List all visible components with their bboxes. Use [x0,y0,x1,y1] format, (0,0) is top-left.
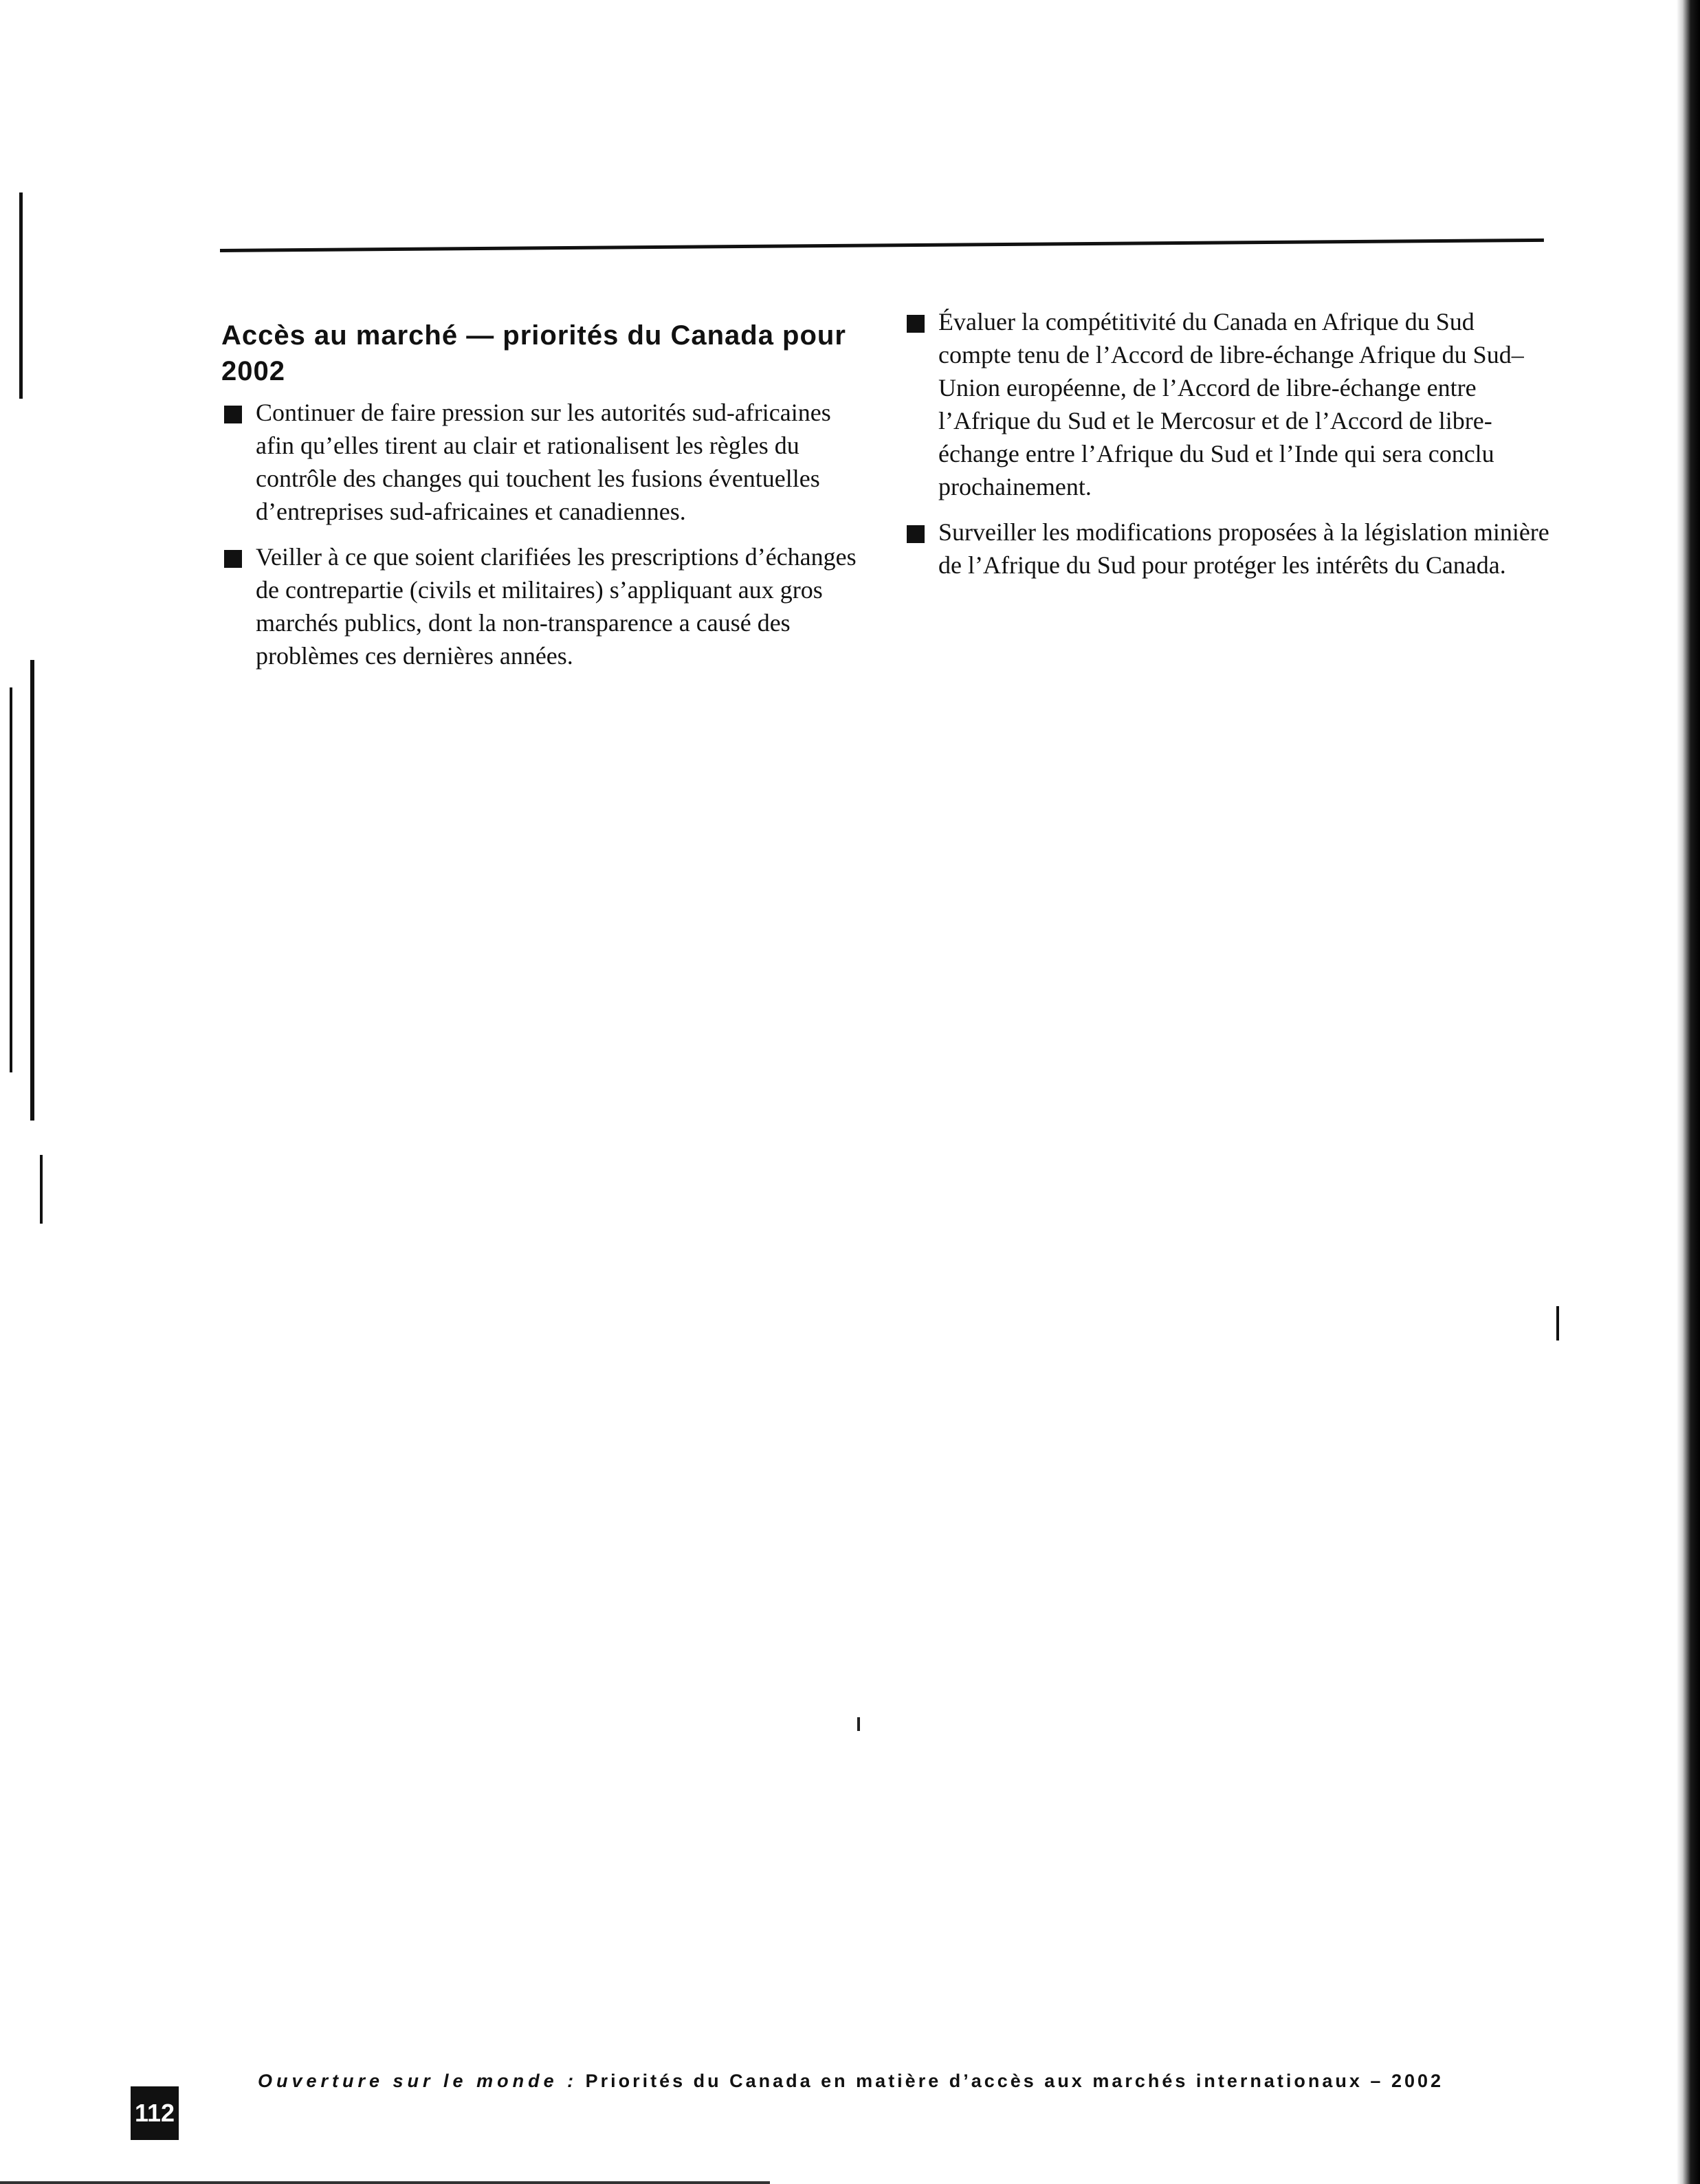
list-item-text: Continuer de faire pression sur les autorités sud-africaines afin qu’elles tirent au clair et rationalisent les règles du contrôle des changes qui touchent les fusions éventuelles d’entreprises sud-africaines et canadiennes. [256,399,831,525]
left-column [221,318,868,685]
margin-mark [1556,1306,1559,1341]
square-bullet-icon [907,525,925,543]
margin-mark [19,192,23,399]
page-number: 112 [131,2086,179,2140]
scan-edge-bottom [0,2181,770,2184]
list-item [221,396,868,528]
left-bullet-list [221,396,868,672]
section-heading: Accès au marché — priorités du Canada pour 2002 [221,320,846,386]
margin-mark [40,1155,43,1224]
list-item [904,516,1550,582]
running-footer [258,2071,1444,2092]
square-bullet-icon [224,406,242,423]
list-item-text: Évaluer la compétitivité du Canada en Afrique du Sud compte tenu de l’Accord de libre-échange Afrique du Sud–Union européenne, de l’Accord de libre-échange entre l’Afrique du Sud et le Mercosur et de l’Accord de libre-échange entre l’Afrique du Sud et l’Inde qui sera conclu prochainement. [938,308,1524,500]
scan-edge-right [1677,0,1700,2184]
footer-title-italic: Ouverture sur le monde : [258,2071,578,2091]
top-rule [220,239,1544,252]
list-item [221,540,868,672]
margin-mark [30,660,34,1121]
right-bullet-list [904,305,1550,582]
list-item [904,305,1550,503]
list-item-text: Surveiller les modifications proposées à la législation minière de l’Afrique du Sud pour protéger les intérêts du Canada. [938,518,1549,579]
footer-title: Priorités du Canada en matière d’accès aux marchés internationaux – 2002 [585,2071,1444,2091]
list-item-text: Veiller à ce que soient clarifiées les prescriptions d’échanges de contrepartie (civils et militaires) s’appliquant aux gros marchés publics, dont la non-transparence a causé des problèmes ces dernières années. [256,543,857,670]
right-column [904,305,1550,594]
square-bullet-icon [907,315,925,333]
margin-mark [10,687,12,1072]
scan-speck [857,1717,860,1731]
square-bullet-icon [224,550,242,568]
